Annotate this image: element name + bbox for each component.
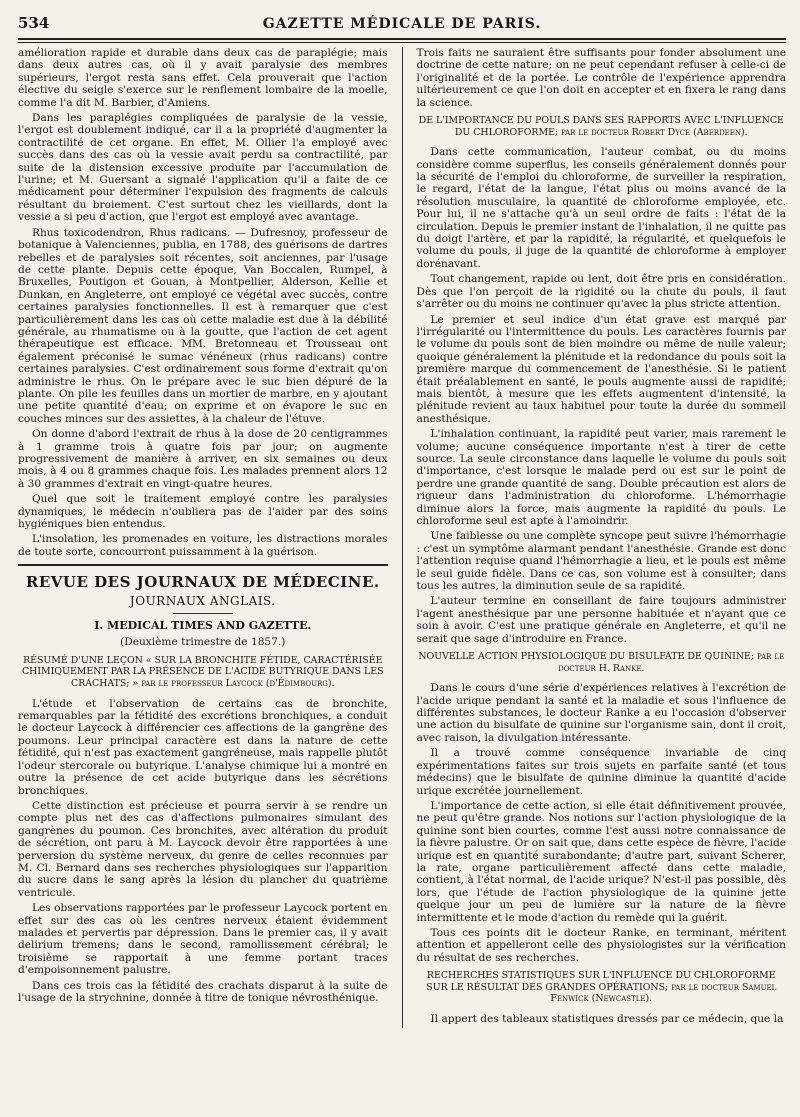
- journal-name: I. MEDICAL TIMES AND GAZETTE.: [94, 619, 312, 633]
- right-paragraph-10: L'importance de cette action, si elle était définitivement prouvée, ne peut qu'être grande. Nos notions sur l'action physiologique de la quinine sont bien courtes, comme l'est aussi notre connaissance de la fièvre palustre. Or on sait que, dans cette espèce de fièvre, l'acide urique est en quantité surabondante; d'autre part, suivant Scherer, la rate, organe particulièrement affecté dans cette maladie, contient, à l'état normal, de l'acide urique? N'est-il pas possible, dès lors, que l'étude de l'action physiologique de la quinine jette quelque jour un peu de lumière sur la nature de la fièvre intermittente et le mode d'action du remède qui la guérit.: [416, 799, 787, 924]
- right-paragraph-12: Il appert des tableaux statistiques dressés par ce médecin, que la: [430, 1012, 784, 1025]
- right-paragraph-7: L'auteur termine en conseillant de faire toujours administrer l'agent anesthésique par une personne habituée et n'ayant que ce soin à avoir. C'est une pratique générale en Angleterre, et qu'il ne serait que sage d'introduire en France.: [416, 595, 787, 645]
- article-heading-laycock: RÉSUMÉ D'UNE LEÇON « SUR LA BRONCHITE FÉTIDE, CARACTÉRISÉE CHIMIQUEMENT PAR LA PRÉSENCE DE L'ACIDE BUTYRIQUE DANS LES CRACHATS; » par le professeur Laycock (d'Édimbourg).: [22, 654, 384, 690]
- article-heading-ranke: NOUVELLE ACTION PHYSIOLOGIQUE DU BISULFATE DE QUININE; par le docteur H. Ranke.: [418, 651, 785, 674]
- page-number: 534: [18, 14, 50, 32]
- header-rule: [18, 38, 786, 40]
- right-column: [417, 47, 787, 1028]
- page-header: [18, 14, 786, 36]
- right-paragraph-9: Il a trouvé comme conséquence invariable de cinq expérimentations faites sur trois sujets en parfaite santé (et tous médecins) que le bisulfate de quinine diminue la quantité d'acide urique excrétée journellement.: [416, 747, 787, 797]
- right-paragraph-8: Dans le cours d'une série d'expériences relatives à l'excrétion de l'acide urique pendant la santé et la maladie et sous l'influence de différentes substances, le docteur Ranke a eu l'occasion d'observer une action du bisulfate de quinine sur l'organisme sain, dont il croit, avec raison, la divulgation intéressante.: [416, 682, 787, 744]
- period-label: (Deuxième trimestre de 1857.): [120, 636, 286, 649]
- right-paragraph-3: Tout changement, rapide ou lent, doit être pris en considération. Dès que l'on perçoit de la rigidité ou la chute du pouls, il faut s'arrêter ou du moins ne continuer qu'avec la plus stricte attention.: [416, 273, 787, 311]
- article-heading-dyce: DE L'IMPORTANCE DU POULS DANS SES RAPPORTS AVEC L'INFLUENCE DU CHLOROFORME; par le docteur Robert Dyce (Aberdeen).: [418, 115, 784, 138]
- right-paragraph-1: Trois faits ne sauraient être suffisants pour fonder absolument une doctrine de cette nature; on ne peut cependant refuser à celle-ci de l'originalité et de la portée. Le contrôle de l'expérience apprendra ultérieurement ce que l'on doit en accepter et en fixera le rang dans la science.: [416, 47, 787, 109]
- left-paragraph-9: Les observations rapportées par le professeur Laycock portent en effet sur des cas où les centres nerveux étaient évidemment malades et pervertis par dépression. Dans le premier cas, il y avait delirium tremens; dans le second, ramollissement cérébral; le troisième se rapportait à une femme portant traces d'empoisonnement palustre.: [18, 902, 388, 977]
- left-paragraph-8: Cette distinction est précieuse et pourra servir à se rendre un compte plus net des cas d'affections pulmonaires simulant des gangrènes du poumon. Ces bronchites, avec altération du produit de sécrétion, ont paru à M. Laycock devoir être rapportées à une perversion du système nerveux, du genre de celles reconnues par M. Cl. Bernard dans ses recherches physiologiques sur l'apparition du sucre dans le sang après la lésion du plancher du quatrième ventricule.: [18, 799, 388, 899]
- left-paragraph-10: Dans ces trois cas la fétidité des crachats disparut à la suite de l'usage de la strychnine, donnée à titre de tonique névrosthénique.: [18, 979, 388, 1004]
- left-paragraph-2: Dans les paraplégies compliquées de paralysie de la vessie, l'ergot est doublement indiqué, car il a la propriété d'augmenter la contractilité de cet organe. En effet, M. Ollier l'a employé avec succès dans des cas où la vessie avait perdu sa contractilité, par suite de la distension excessive produite par l'accumulation de l'urine; et M. Guersant a signalé l'application qu'il a faite de ce médicament pour déterminer l'expulsion des fragments de calculs résultant du broiement. C'est surtout chez les vieillards, dont la vessie a si peu d'action, que l'ergot est employé avec avantage.: [18, 112, 388, 224]
- left-paragraph-4: On donne d'abord l'extrait de rhus à la dose de 20 centigrammes à 1 gramme trois à quatre fois par jour; on augmente progressivement de manière à arriver, en six semaines ou deux mois, à 4 ou 8 grammes chaque fois. Les malades prennent alors 12 à 30 grammes d'extrait en vingt-quatre heures.: [18, 428, 388, 490]
- journal-title: GAZETTE MÉDICALE DE PARIS.: [262, 16, 542, 32]
- article-heading-fenwick: RECHERCHES STATISTIQUES SUR L'INFLUENCE DU CHLOROFORME SUR LE RÉSULTAT DES GRANDES OPÉRATIONS; par le docteur Samuel Fenwick (Newcastle).: [426, 970, 777, 1005]
- right-paragraph-4: Le premier et seul indice d'un état grave est marqué par l'irrégularité ou l'intermittence du pouls. Les caractères fournis par le volume du pouls sont de bien moindre ou même de nulle valeur; quoique généralement la plénitude et la redondance du pouls soit la première marque du commencement de l'anesthésie. Si le patient était préalablement en santé, le pouls augmente aussi de rapidité; mais bientôt, à mesure que les effets augmentent d'intensité, la plénitude revient au taux habituel pour toute la durée du sommeil anesthésique.: [416, 313, 787, 425]
- left-paragraph-6: L'insolation, les promenades en voiture, les distractions morales de toute sorte, concourront puissamment à la guérison.: [18, 533, 388, 558]
- left-paragraph-7: L'étude et l'observation de certains cas de bronchite, remarquables par la fétidité des excrétions bronchiques, a conduit le docteur Laycock à différencier ces affections de la gangrène des poumons. Leur principal caractère est dans la nature de cette fétidité, qui n'est pas exactement gangréneuse, mais rappelle plutôt l'odeur stercorale ou butyrique. L'analyse chimique lui a montré en outre la présence de cet acide butyrique dans les sécrétions bronchiques.: [18, 697, 388, 797]
- left-paragraph-1: amélioration rapide et durable dans deux cas de paraplégie; mais dans deux autres cas, où il y avait paralysie des membres supérieurs, l'ergot resta sans effet. Cela prouverait que l'action élective du seigle s'exerce sur le renflement lombaire de la moelle, comme l'a dit M. Barbier, d'Amiens.: [18, 47, 388, 109]
- left-paragraph-5: Quel que soit le traitement employé contre les paralysies dynamiques, le médecin n'oubliera pas de l'aider par des soins hygiéniques bien entendus.: [18, 493, 388, 531]
- right-paragraph-2: Dans cette communication, l'auteur combat, ou du moins considère comme superflus, les conseils généralement donnés pour la sécurité de l'emploi du chloroforme, de surveiller la respiration, le regard, l'état de la langue, l'état plus ou moins avancé de la résolution musculaire, la quantité de chloroforme employée, etc. Pour lui, il ne s'attache qu'à un seul ordre de faits : l'état de la circulation. Depuis le premier instant de l'inhalation, il ne quitte pas du doigt l'artère, et par la rapidité, la régularité, et quelquefois le volume du pouls, il juge de la quantité de chloroforme à employer dorénavant.: [416, 146, 787, 270]
- columns: [18, 47, 786, 1028]
- short-rule: [173, 613, 233, 614]
- column-divider: [402, 47, 403, 1028]
- left-column: [18, 47, 388, 1028]
- section-subtitle: JOURNAUX ANGLAIS.: [129, 593, 276, 608]
- section-rule: [18, 564, 388, 566]
- right-paragraph-6: Une faiblesse ou une complète syncope peut suivre l'hémorrhagie : c'est un symptôme alarmant pendant l'anesthésie. Grande est donc l'attention requise quand l'hémorrhagie a lieu, et le pouls est même le seul guide fidèle. Dans ce cas, son volume est à consulter; dans tous les autres, la diminution seule de sa rapidité.: [416, 530, 787, 593]
- right-paragraph-11: Tous ces points dit le docteur Ranke, en terminant, méritent attention et appelleront celle des physiologistes sur la vérification du résultat de ses recherches.: [416, 926, 787, 964]
- section-title: REVUE DES JOURNAUX DE MÉDECINE.: [25, 573, 380, 592]
- header-rule-thin: [18, 42, 786, 43]
- left-paragraph-3: Rhus toxicodendron, Rhus radicans. — Dufresnoy, professeur de botanique à Valenciennes, publia, en 1788, des guérisons de dartres rebelles et de paralysies soit récentes, soit anciennes, par l'usage de cette plante. Depuis cette époque, Van Boccalen, Rumpel, à Bruxelles, Poutigon et Gouan, à Montpellier, Alderson, Kellie et Dunkan, en Angleterre, ont employé ce végétal avec succès, contre certaines paralysies fonctionnelles. Il est à remarquer que c'est particulièrement dans les cas où cette maladie est due à la débilité générale, au rhumatisme ou à la goutte, que l'action de cet agent thérapeutique est efficace. MM. Bretonneau et Trousseau ont également préconisé le sumac vénéneux (rhus radicans) contre certaines paralysies. C'est ordinairement sous forme d'extrait qu'on administre le rhus. On le prépare avec le suc bien dépuré de la plante. On pile les feuilles dans un mortier de marbre, en y ajoutant une petite quantité d'eau; on exprime et on évapore le suc en couches minces sur des assiettes, à la chaleur de l'étuve.: [18, 226, 388, 425]
- right-paragraph-5: L'inhalation continuant, la rapidité peut varier, mais rarement le volume; aucune conséquence importante n'est à tirer de cette source. La seule circonstance dans laquelle le volume du pouls soit d'importance, c'est lorsque le malade perd ou est sur le point de perdre une grande quantité de sang. Double précaution est alors de rigueur dans l'administration du chloroforme. L'hémorrhagie diminue alors la force, mais augmente la rapidité du pouls. Le chloroforme seul est apte à l'amoindrir.: [416, 428, 787, 527]
